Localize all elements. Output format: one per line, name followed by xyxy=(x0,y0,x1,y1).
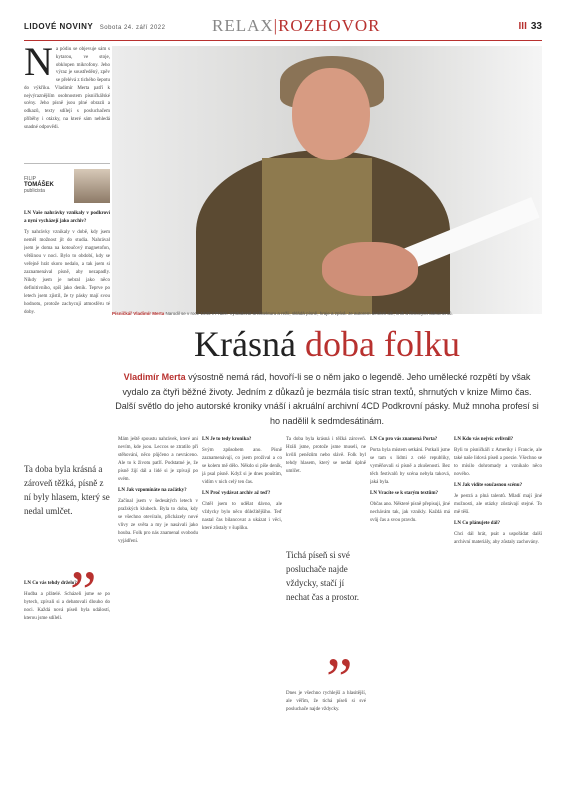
drop-cap: N xyxy=(24,39,53,84)
headline-part1: Krásná xyxy=(194,324,305,364)
page-bars: III xyxy=(518,21,527,32)
intro-text xyxy=(24,39,110,131)
answer: Mám ještě spoustu nahrávek, které ani nevím, kde jsou. Leccos se ztratilo při stěhování, něco půjčeno a nevráceno. Ale to k životu patří. Podstatné je, že písně žijí dál a lidé si je zpívají po svém. xyxy=(118,437,198,482)
answer: Porta byla místem setkání. Potkali jsme se tam s lidmi z celé republiky, vyměňovali si písně a zkušenosti. Bez těch festivalů by scéna nebyla taková, jaká byla. xyxy=(370,448,450,485)
section-interview: ROZHOVOR xyxy=(278,16,381,35)
column-2 xyxy=(118,436,198,786)
section-relax: RELAX xyxy=(212,16,274,35)
column-left xyxy=(24,210,110,460)
author-last: TOMÁŠEK xyxy=(24,182,54,188)
answer: Byli to písničkáři z Ameriky i Francie, ale také naše lidová píseň a poezie. Všechno se to mísilo dohromady a vznikalo něco nového. xyxy=(454,448,542,477)
headline-part2: doba folku xyxy=(304,324,460,364)
section-title xyxy=(212,16,381,36)
page-number xyxy=(519,21,542,32)
pull-quote-left: Ta doba byla krásná a zároveň těžká, písně z ní byly hlasem, který se nedal umlčet. xyxy=(24,464,110,516)
headline xyxy=(112,322,542,366)
author-first: FILIP xyxy=(24,176,36,182)
photo-hand xyxy=(322,242,418,296)
photo-caption xyxy=(112,311,542,316)
main-photo xyxy=(112,46,542,314)
answer: Chci dál hrát, psát a uspořádat další archivní materiály, aby zůstaly zachovány. xyxy=(454,532,542,545)
author-names xyxy=(24,176,54,194)
lead-name: Vladimír Merta xyxy=(123,372,186,382)
lead-paragraph xyxy=(112,370,542,428)
column-5 xyxy=(370,436,450,786)
answer: Začínal jsem v šedesátých letech v pražských klubech. Byla to doba, kdy se všechno otevíralo, přicházely nové vlivy ze světa a my je nasávali jako houba. Folk pro nás znamenal svobodu vyjádření. xyxy=(118,499,198,544)
question: LN Vracíte se k starým textům? xyxy=(370,491,438,496)
section-separator: | xyxy=(273,16,279,35)
quote-mark-left: „ xyxy=(70,525,97,591)
issue-date: Sobota 24. září 2022 xyxy=(99,25,166,31)
question: LN Proč vydávat archiv až teď? xyxy=(202,491,271,496)
column-4-bottom xyxy=(286,690,366,786)
answer: Občas ano. Některé písně přepisuji, jiné nechávám tak, jak vznikly. Každá má svůj čas a svou pravdu. xyxy=(370,502,450,523)
question: LN Jak vzpomínáte na začátky? xyxy=(118,488,187,493)
answer: Hudba a přátelé. Scházeli jsme se po bytech, zpívali si a debatovali dlouho do noci. Každá nová píseň byla událostí, kterou jsme sdíleli. xyxy=(24,592,110,621)
author-photo xyxy=(74,169,110,203)
intro-paragraph: a pódiu se objevuje sám s kytarou, ve stoje, obklopen mikrofony. Jeho výraz je soustředěný, zpěv se přelévá z tichého šepotu do výkřiku. Vladimír Merta patří k nejvýraznějším osobnostem písničkářské scény. Jeho písně jsou plné obrazů a odkazů, texty sdílejí s posluchačem příběhy i otázky, na které sám nehledá snadné odpovědi. xyxy=(24,47,110,130)
quote-mark-mid: „ xyxy=(326,612,353,678)
question: LN Co pro vás znamená Porta? xyxy=(370,437,438,442)
caption-text: Narodil se v roce 1946 v Praze. Vystudoval architekturu a režii, skládá písně, hraje a zpívá. Je autorem desítek alb, knih a filmových dokumentů. xyxy=(164,311,453,316)
answer: Chtěl jsem to udělat dávno, ale vždycky bylo něco důležitějšího. Teď nastal čas bilancovat a ukázat i věci, které zůstaly v šuplíku. xyxy=(202,502,282,531)
question: LN Co vás tehdy drželo? xyxy=(24,581,77,586)
question: LN Jak vidíte současnou scénu? xyxy=(454,483,523,488)
answer: Ta doba byla krásná i těžká zároveň. Hráli jsme, protože jsme museli, ne kvůli penězům nebo slávě. Folk byl tehdy hlasem, který se nedal úplně umlčet. xyxy=(286,437,366,474)
page-number-value: 33 xyxy=(530,21,542,32)
page-header xyxy=(24,16,542,41)
masthead xyxy=(24,22,165,31)
paper-name: LIDOVÉ NOVINY xyxy=(24,22,94,31)
question: LN Co plánujete dál? xyxy=(454,521,500,526)
byline xyxy=(24,163,110,204)
author-desc: publicista xyxy=(24,188,45,194)
answer: Ty nahrávky vznikaly v době, kdy jsem neměl možnost jít do studia. Nahrával jsem je doma na kotoučový magnetofon, většinou v noci. Bylo to období, kdy se veřejně hrát skoro nedalo, a tak jsem si zaznamenával písně, aby nezapadly. Nikdy jsem je nebral jako něco definitivního, spíš jako deník. Teprve po letech jsem zjistil, že ty pásky mají svou hodnotu, protože zachycují atmosféru té doby. xyxy=(24,230,110,315)
answer: Je pestrá a plná talentů. Mladí mají jiné možnosti, ale otázky zůstávají stejné. To mě těší. xyxy=(454,494,542,515)
caption-name: Písničkář Vladimír Merta xyxy=(112,311,165,316)
photo-face xyxy=(292,68,370,160)
column-left-bottom xyxy=(24,580,110,786)
answer: Dnes je všechno rychlejší a hlasitější, ale věřím, že tichá píseň si své posluchače najde vždycky. xyxy=(286,691,366,712)
answer: Svým způsobem ano. Písně zaznamenávají, co jsem prožíval a co se kolem mě dělo. Někdo si píše deník, já psal písně. Když si je dnes pouštím, vidím v nich celý ten čas. xyxy=(202,448,282,485)
question: LN Vaše nahrávky vznikaly v podkroví a nyní vycházejí jako archiv? xyxy=(24,211,110,224)
column-3 xyxy=(202,436,282,786)
question: LN Je to tedy kronika? xyxy=(202,437,252,442)
column-6 xyxy=(454,436,542,786)
lead-text: výsostně nemá rád, hovoří-li se o něm jako o legendě. Jeho umělecké rozpětí by však vydalo za čtyři běžné životy. Jedním z důkazů je bezmála tisíc stran textů, shrnutých v knize Mimo čas. Další světlo do jeho autorské kroniky vnáší i akruální archivní 4CD Podkrovní pásky. Muž mnoha profesí si ho nadělil k sedmdesátinám. xyxy=(115,372,539,426)
question: LN Kdo vás nejvíc ovlivnil? xyxy=(454,437,514,442)
pull-quote-mid: Tichá píseň si své posluchače najde vždycky, stačí jí nechat čas a prostor. xyxy=(286,550,359,602)
